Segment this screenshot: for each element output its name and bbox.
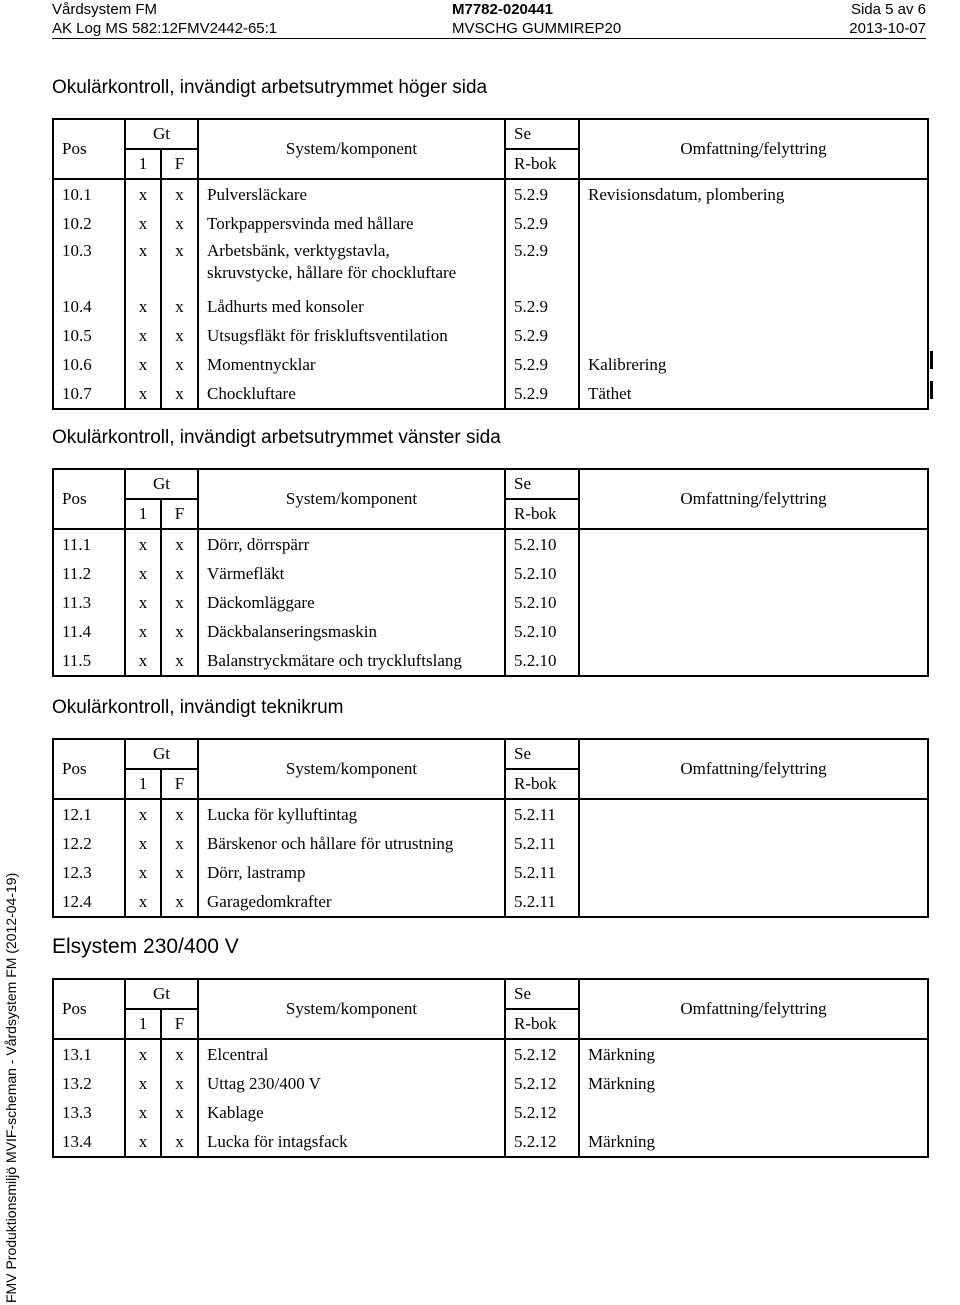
column-header-scope: Omfattning/felyttring bbox=[579, 469, 928, 529]
pos-cell: 10.6 bbox=[53, 350, 125, 379]
column-header-gt: Gt bbox=[125, 469, 198, 499]
table-row bbox=[53, 829, 928, 858]
column-header-system-component: System/komponent bbox=[198, 979, 505, 1039]
column-header-scope: Omfattning/felyttring bbox=[579, 739, 928, 799]
scope-cell bbox=[579, 829, 928, 858]
ref-cell: 5.2.9 bbox=[505, 350, 579, 379]
scope-cell bbox=[579, 321, 928, 350]
ref-cell: 5.2.12 bbox=[505, 1098, 579, 1127]
gt1-cell: x bbox=[125, 321, 161, 350]
pos-cell: 11.1 bbox=[53, 529, 125, 559]
column-header-system-component: System/komponent bbox=[198, 469, 505, 529]
ref-cell: 5.2.10 bbox=[505, 559, 579, 588]
pos-cell: 13.4 bbox=[53, 1127, 125, 1157]
component-cell: Däckomläggare bbox=[198, 588, 505, 617]
gtf-cell: x bbox=[161, 1039, 198, 1069]
document-date: 2013-10-07 bbox=[849, 20, 926, 37]
gt1-cell: x bbox=[125, 829, 161, 858]
project-code: MVSCHG GUMMIREP20 bbox=[452, 20, 622, 37]
component-cell: Torkpappersvinda med hållare bbox=[198, 209, 505, 238]
component-cell: Momentnycklar bbox=[198, 350, 505, 379]
pos-cell: 10.4 bbox=[53, 292, 125, 321]
column-header-gt-f: F bbox=[161, 1009, 198, 1039]
ref-cell: 5.2.9 bbox=[505, 321, 579, 350]
component-cell: Bärskenor och hållare för utrustning bbox=[198, 829, 505, 858]
pos-cell: 10.5 bbox=[53, 321, 125, 350]
ref-cell: 5.2.11 bbox=[505, 858, 579, 887]
column-header-gt-f: F bbox=[161, 499, 198, 529]
ref-cell: 5.2.11 bbox=[505, 799, 579, 829]
table-row bbox=[53, 238, 928, 292]
column-header-rbok: R-bok bbox=[505, 1009, 579, 1039]
column-header-gt: Gt bbox=[125, 119, 198, 149]
sidebar-footer-text: FMV Produktionsmiljö MVIF-scheman - Vårdsystem FM (2012-04-19) bbox=[3, 872, 19, 1303]
column-header-se: Se bbox=[505, 979, 579, 1009]
table-row bbox=[53, 1098, 928, 1127]
gt1-cell: x bbox=[125, 179, 161, 209]
gtf-cell: x bbox=[161, 799, 198, 829]
scope-cell: Märkning bbox=[579, 1069, 928, 1098]
gtf-cell: x bbox=[161, 858, 198, 887]
gtf-cell: x bbox=[161, 617, 198, 646]
gtf-cell: x bbox=[161, 559, 198, 588]
scope-cell bbox=[579, 238, 928, 292]
component-cell: Lucka för kylluftintag bbox=[198, 799, 505, 829]
pos-cell: 10.7 bbox=[53, 379, 125, 409]
table-row bbox=[53, 179, 928, 209]
gtf-cell: x bbox=[161, 209, 198, 238]
pos-cell: 11.4 bbox=[53, 617, 125, 646]
gt1-cell: x bbox=[125, 1039, 161, 1069]
component-line-2: skruvstycke, hållare för chockluftare bbox=[207, 263, 457, 282]
scope-cell bbox=[579, 529, 928, 559]
scope-cell bbox=[579, 646, 928, 676]
gt1-cell: x bbox=[125, 379, 161, 409]
ref-cell: 5.2.10 bbox=[505, 529, 579, 559]
component-cell: Elcentral bbox=[198, 1039, 505, 1069]
table-row bbox=[53, 887, 928, 917]
column-header-se: Se bbox=[505, 469, 579, 499]
ref-cell: 5.2.11 bbox=[505, 829, 579, 858]
ref-cell: 5.2.9 bbox=[505, 238, 579, 292]
gtf-cell: x bbox=[161, 179, 198, 209]
component-cell: Pulversläckare bbox=[198, 179, 505, 209]
column-header-pos: Pos bbox=[53, 979, 125, 1039]
column-header-rbok: R-bok bbox=[505, 149, 579, 179]
table-row bbox=[53, 209, 928, 238]
component-cell: Chockluftare bbox=[198, 379, 505, 409]
inspection-table bbox=[52, 978, 929, 1158]
ref-cell: 5.2.12 bbox=[505, 1127, 579, 1157]
column-header-gt-1: 1 bbox=[125, 1009, 161, 1039]
scope-cell bbox=[579, 559, 928, 588]
gt1-cell: x bbox=[125, 559, 161, 588]
table-row bbox=[53, 350, 928, 379]
gtf-cell: x bbox=[161, 1098, 198, 1127]
revision-mark bbox=[930, 351, 933, 369]
column-header-scope: Omfattning/felyttring bbox=[579, 979, 928, 1039]
gtf-cell: x bbox=[161, 646, 198, 676]
gt1-cell: x bbox=[125, 887, 161, 917]
gtf-cell: x bbox=[161, 292, 198, 321]
table-row bbox=[53, 588, 928, 617]
component-cell: Lådhurts med konsoler bbox=[198, 292, 505, 321]
pos-cell: 10.2 bbox=[53, 209, 125, 238]
table-row bbox=[53, 799, 928, 829]
scope-cell: Revisionsdatum, plombering bbox=[579, 179, 928, 209]
ref-cell: 5.2.9 bbox=[505, 379, 579, 409]
scope-cell bbox=[579, 887, 928, 917]
system-name: Vårdsystem FM bbox=[52, 1, 158, 18]
ref-cell: 5.2.10 bbox=[505, 646, 579, 676]
pos-cell: 13.1 bbox=[53, 1039, 125, 1069]
pos-cell: 12.3 bbox=[53, 858, 125, 887]
component-cell: Lucka för intagsfack bbox=[198, 1127, 505, 1157]
table-row bbox=[53, 529, 928, 559]
component-cell: Garagedomkrafter bbox=[198, 887, 505, 917]
pos-cell: 12.4 bbox=[53, 887, 125, 917]
gtf-cell: x bbox=[161, 887, 198, 917]
component-cell: Kablage bbox=[198, 1098, 505, 1127]
column-header-gt-f: F bbox=[161, 149, 198, 179]
scope-cell bbox=[579, 588, 928, 617]
log-reference: AK Log MS 582:12FMV2442-65:1 bbox=[52, 20, 278, 37]
gtf-cell: x bbox=[161, 321, 198, 350]
ref-cell: 5.2.12 bbox=[505, 1039, 579, 1069]
pos-cell: 12.2 bbox=[53, 829, 125, 858]
document-id: M7782-020441 bbox=[452, 1, 553, 18]
scope-cell bbox=[579, 292, 928, 321]
scope-cell bbox=[579, 1098, 928, 1127]
column-header-system-component: System/komponent bbox=[198, 739, 505, 799]
component-cell: Dörr, lastramp bbox=[198, 858, 505, 887]
column-header-se: Se bbox=[505, 739, 579, 769]
column-header-gt-1: 1 bbox=[125, 149, 161, 179]
gt1-cell: x bbox=[125, 799, 161, 829]
pos-cell: 10.3 bbox=[53, 238, 125, 292]
gtf-cell: x bbox=[161, 350, 198, 379]
table-row bbox=[53, 1127, 928, 1157]
gt1-cell: x bbox=[125, 350, 161, 379]
component-cell bbox=[198, 238, 505, 292]
column-header-gt-1: 1 bbox=[125, 499, 161, 529]
ref-cell: 5.2.10 bbox=[505, 617, 579, 646]
table-row bbox=[53, 292, 928, 321]
scope-cell bbox=[579, 858, 928, 887]
section-title: Okulärkontroll, invändigt arbetsutrymmet höger sida bbox=[52, 77, 488, 98]
ref-cell: 5.2.12 bbox=[505, 1069, 579, 1098]
pos-cell: 13.2 bbox=[53, 1069, 125, 1098]
table-row bbox=[53, 646, 928, 676]
ref-cell: 5.2.9 bbox=[505, 292, 579, 321]
ref-cell: 5.2.10 bbox=[505, 588, 579, 617]
scope-cell bbox=[579, 209, 928, 238]
pos-cell: 11.3 bbox=[53, 588, 125, 617]
table-row bbox=[53, 617, 928, 646]
header-row-2 bbox=[52, 19, 926, 38]
section-title: Elsystem 230/400 V bbox=[52, 935, 239, 958]
column-header-rbok: R-bok bbox=[505, 499, 579, 529]
column-header-pos: Pos bbox=[53, 739, 125, 799]
gtf-cell: x bbox=[161, 588, 198, 617]
component-cell: Värmefläkt bbox=[198, 559, 505, 588]
gt1-cell: x bbox=[125, 588, 161, 617]
gt1-cell: x bbox=[125, 617, 161, 646]
inspection-table bbox=[52, 468, 929, 677]
page-number: Sida 5 av 6 bbox=[850, 1, 926, 18]
table-row bbox=[53, 559, 928, 588]
gt1-cell: x bbox=[125, 292, 161, 321]
header-row-1 bbox=[52, 0, 926, 19]
column-header-pos: Pos bbox=[53, 469, 125, 529]
ref-cell: 5.2.9 bbox=[505, 179, 579, 209]
pos-cell: 12.1 bbox=[53, 799, 125, 829]
pos-cell: 11.5 bbox=[53, 646, 125, 676]
gt1-cell: x bbox=[125, 646, 161, 676]
inspection-table bbox=[52, 118, 929, 410]
gtf-cell: x bbox=[161, 379, 198, 409]
column-header-rbok: R-bok bbox=[505, 769, 579, 799]
component-cell: Balanstryckmätare och tryckluftslang bbox=[198, 646, 505, 676]
gt1-cell: x bbox=[125, 1127, 161, 1157]
gt1-cell: x bbox=[125, 529, 161, 559]
scope-cell bbox=[579, 617, 928, 646]
page-header bbox=[52, 0, 926, 38]
scope-cell: Täthet bbox=[579, 379, 928, 409]
scope-cell: Kalibrering bbox=[579, 350, 928, 379]
gt1-cell: x bbox=[125, 238, 161, 292]
gtf-cell: x bbox=[161, 1069, 198, 1098]
column-header-gt: Gt bbox=[125, 739, 198, 769]
table-row bbox=[53, 1039, 928, 1069]
pos-cell: 13.3 bbox=[53, 1098, 125, 1127]
column-header-scope: Omfattning/felyttring bbox=[579, 119, 928, 179]
column-header-gt-f: F bbox=[161, 769, 198, 799]
table-row bbox=[53, 1069, 928, 1098]
scope-cell bbox=[579, 799, 928, 829]
ref-cell: 5.2.11 bbox=[505, 887, 579, 917]
gtf-cell: x bbox=[161, 529, 198, 559]
table-row bbox=[53, 858, 928, 887]
pos-cell: 11.2 bbox=[53, 559, 125, 588]
pos-cell: 10.1 bbox=[53, 179, 125, 209]
component-cell: Uttag 230/400 V bbox=[198, 1069, 505, 1098]
header-divider bbox=[52, 38, 926, 39]
column-header-pos: Pos bbox=[53, 119, 125, 179]
column-header-gt: Gt bbox=[125, 979, 198, 1009]
column-header-system-component: System/komponent bbox=[198, 119, 505, 179]
revision-mark bbox=[930, 381, 933, 399]
inspection-table bbox=[52, 738, 929, 918]
gt1-cell: x bbox=[125, 858, 161, 887]
section-title: Okulärkontroll, invändigt teknikrum bbox=[52, 697, 344, 718]
component-line-1: Arbetsbänk, verktygstavla, bbox=[207, 241, 390, 260]
scope-cell: Märkning bbox=[579, 1127, 928, 1157]
scope-cell: Märkning bbox=[579, 1039, 928, 1069]
table-row bbox=[53, 379, 928, 409]
gt1-cell: x bbox=[125, 209, 161, 238]
column-header-gt-1: 1 bbox=[125, 769, 161, 799]
section-title: Okulärkontroll, invändigt arbetsutrymmet vänster sida bbox=[52, 427, 501, 448]
gt1-cell: x bbox=[125, 1069, 161, 1098]
gtf-cell: x bbox=[161, 829, 198, 858]
ref-cell: 5.2.9 bbox=[505, 209, 579, 238]
column-header-se: Se bbox=[505, 119, 579, 149]
table-row bbox=[53, 321, 928, 350]
component-cell: Utsugsfläkt för friskluftsventilation bbox=[198, 321, 505, 350]
gtf-cell: x bbox=[161, 238, 198, 292]
gtf-cell: x bbox=[161, 1127, 198, 1157]
component-cell: Däckbalanseringsmaskin bbox=[198, 617, 505, 646]
component-cell: Dörr, dörrspärr bbox=[198, 529, 505, 559]
gt1-cell: x bbox=[125, 1098, 161, 1127]
